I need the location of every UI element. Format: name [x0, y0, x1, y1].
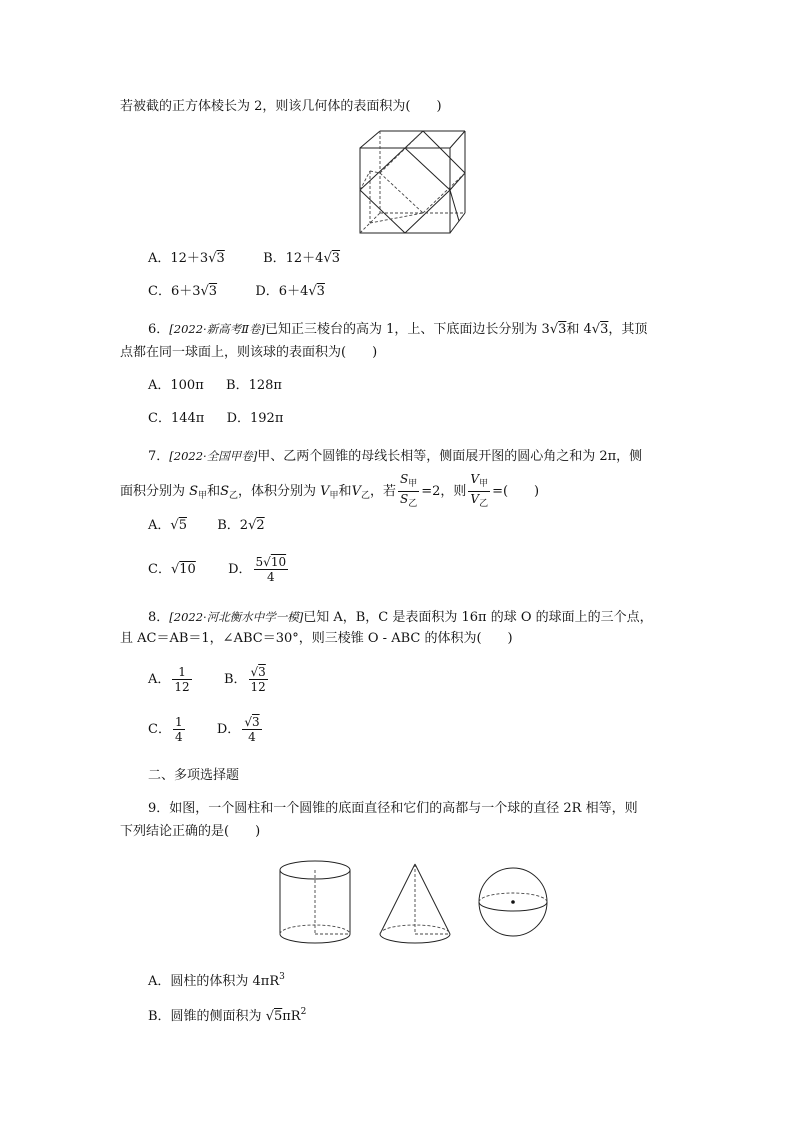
q9-stem-line1: 9．如图，一个圆柱和一个圆锥的底面直径和它们的高都与一个球的直径 2R 相等，则: [148, 801, 638, 816]
q7-stem-line2: 面积分别为 $S_甲$和$S_乙$，体积分别为 $V_甲$和$V_乙$，若 $\frac{S_甲}{S_乙}$ =2，则 $\frac{V_甲}{V_乙}$ =( ): [120, 472, 540, 509]
q6-option-a[interactable]: A．100π: [148, 378, 204, 393]
sphere-figure: [475, 858, 555, 948]
q7-volume-ratio: $\frac{V_甲}{V_乙}$: [470, 472, 489, 509]
cone-figure: [375, 858, 455, 948]
section-heading-multiple-choice: 二、多项选择题: [148, 768, 240, 783]
q9-stem-line2: 下列结论正确的是( ): [120, 824, 261, 839]
q8-options-row1: [148, 662, 270, 698]
q7-option-d[interactable]: D． $\frac{5√10}{4}$: [228, 555, 287, 584]
q5-options-row1: [148, 250, 340, 268]
q8-option-c[interactable]: C． $\frac{1}{4}$: [148, 715, 183, 744]
q8-option-b[interactable]: B． $\frac{√3}{12}$: [223, 665, 266, 694]
q8-stem-line1: 8．[2022·河北衡水中学一模]已知 A，B，C 是表面积为 16π 的球 O 的球面上的三个点，: [148, 610, 653, 625]
q9-option-a[interactable]: A．圆柱的体积为 $4\pi R^3$: [148, 972, 285, 989]
q5-option-b[interactable]: B．12＋4√3: [263, 251, 341, 266]
intro-question-text: 若被截的正方体棱长为 2，则该几何体的表面积为( ): [120, 99, 442, 114]
truncated-cube-figure: [355, 128, 475, 238]
q6-stem-line1: 6．[2022·新高考Ⅱ卷]已知正三棱台的高为 1，上、下底面边长分别为 3√3和 4√3，其顶: [148, 322, 648, 337]
q5-option-a[interactable]: A．12＋3√3: [148, 251, 225, 266]
q6-option-c[interactable]: C．144π: [148, 411, 205, 426]
cylinder-figure: [275, 858, 355, 948]
q7-option-a[interactable]: A．√5: [148, 518, 187, 533]
q6-stem-line2: 点都在同一球面上，则该球的表面积为( ): [120, 345, 378, 360]
q7-options-row2: [148, 552, 290, 588]
q8-stem-line2: 且 AC＝AB＝1，∠ABC＝30°，则三棱锥 O - ABC 的体积为( ): [120, 631, 513, 646]
q8-option-d[interactable]: D． $\frac{√3}{4}$: [216, 715, 260, 744]
q8-option-a[interactable]: A． $\frac{1}{12}$: [148, 665, 190, 694]
q7-option-c[interactable]: C．√10: [148, 562, 196, 577]
q6-options-row2: [148, 410, 283, 428]
q8-options-row2: [148, 712, 264, 748]
q6-options-row1: [148, 377, 282, 395]
q6-option-d[interactable]: D．192π: [226, 411, 284, 426]
q7-options-row1: [148, 517, 265, 535]
q9-option-b[interactable]: B．圆锥的侧面积为 $√5\pi R^2$: [148, 1007, 307, 1024]
q5-option-c[interactable]: C．6＋3√3: [148, 284, 218, 299]
q6-option-b[interactable]: B．128π: [226, 378, 282, 393]
q7-area-ratio: $\frac{S_甲}{S_乙}$: [399, 472, 418, 509]
q7-option-b[interactable]: B．2√2: [217, 518, 265, 533]
q5-option-d[interactable]: D．6＋4√3: [255, 284, 325, 299]
q5-options-row2: [148, 283, 325, 301]
q7-stem-line1: 7．[2022·全国甲卷]甲、乙两个圆锥的母线长相等，侧面展开图的圆心角之和为 2π，侧: [148, 449, 643, 464]
